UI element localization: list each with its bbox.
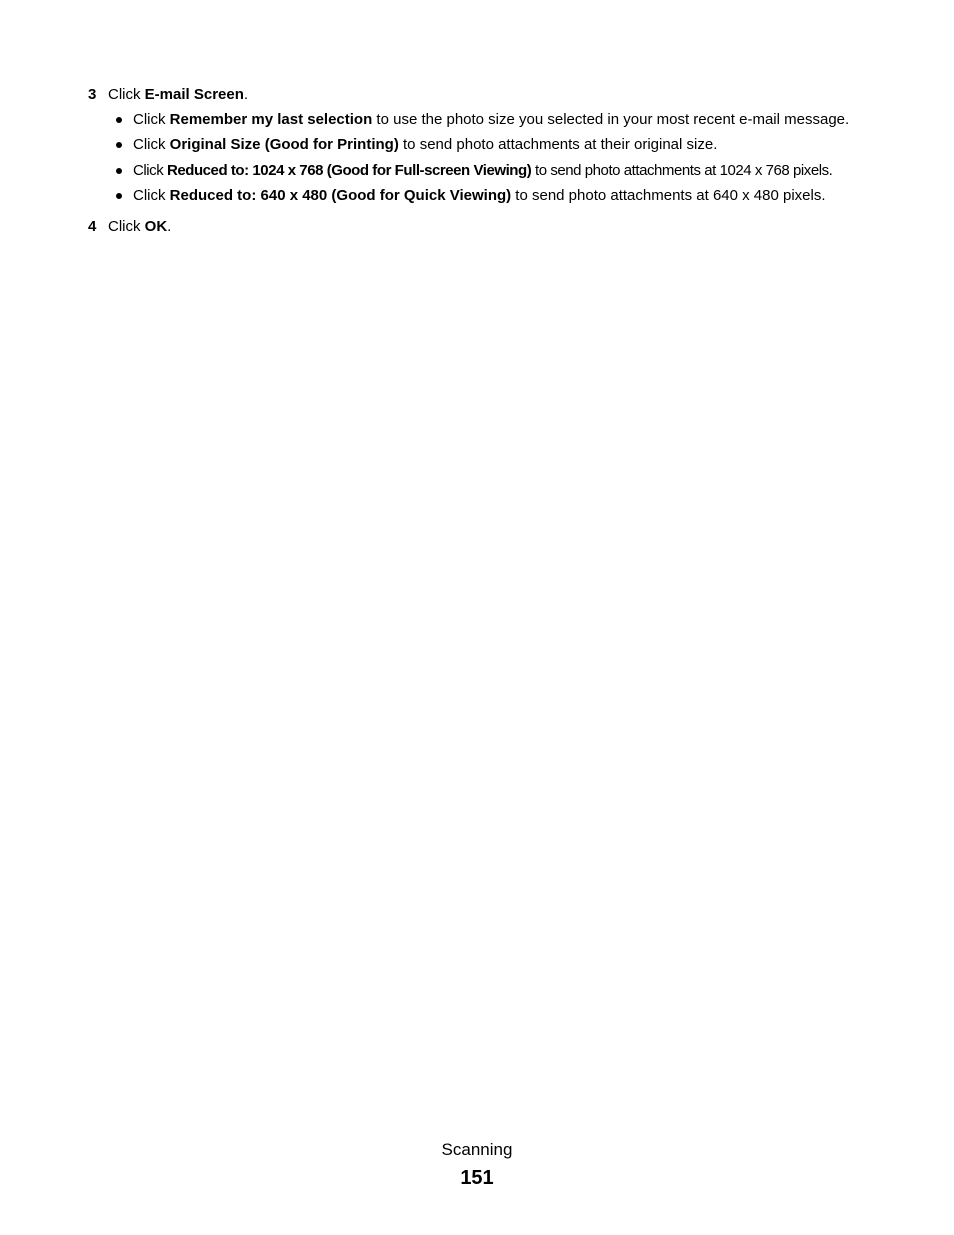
item-emphasis: Reduced to: 1024 x 768 (Good for Full-screen Viewing): [166, 161, 532, 179]
list-item: [112, 136, 849, 161]
step-3: [88, 86, 248, 104]
step-text-prefix: Click: [108, 218, 145, 235]
item-text-suffix: to send photo attachments at 640 x 480 pixels.: [511, 186, 826, 204]
item-text-prefix: Click: [133, 111, 170, 128]
item-text-prefix: Click: [133, 136, 170, 154]
item-text-prefix: Click: [133, 161, 167, 179]
step-text-suffix: .: [243, 86, 249, 103]
bullet-icon: [116, 142, 122, 148]
step-text-prefix: Click: [108, 86, 145, 103]
step-emphasis: OK: [144, 218, 168, 235]
item-text-suffix: to use the photo size you selected in your most recent e-mail message.: [372, 111, 850, 128]
item-emphasis: Remember my last selection: [169, 111, 373, 128]
step-number: 4: [88, 218, 97, 235]
list-item: [112, 187, 849, 212]
step-4: [88, 218, 171, 236]
bullet-icon: [116, 168, 122, 174]
bullet-icon: [116, 117, 122, 123]
step-emphasis: E-mail Screen: [144, 86, 244, 103]
item-emphasis: Original Size (Good for Printing): [169, 136, 399, 154]
step-number: 3: [88, 86, 97, 103]
item-text-suffix: to send photo attachments at their original size.: [398, 136, 718, 154]
page-number: 151: [460, 1167, 494, 1189]
bullet-icon: [116, 193, 122, 199]
list-item: [112, 111, 849, 136]
list-item: [112, 162, 849, 187]
item-emphasis: Reduced to: 640 x 480 (Good for Quick Viewing): [169, 186, 512, 204]
step-text-suffix: .: [167, 218, 172, 235]
option-list: [112, 111, 849, 212]
item-text-prefix: Click: [133, 186, 170, 204]
footer-section-title: Scanning: [441, 1140, 513, 1159]
item-text-suffix: to send photo attachments at 1024 x 768 pixels.: [531, 161, 833, 179]
